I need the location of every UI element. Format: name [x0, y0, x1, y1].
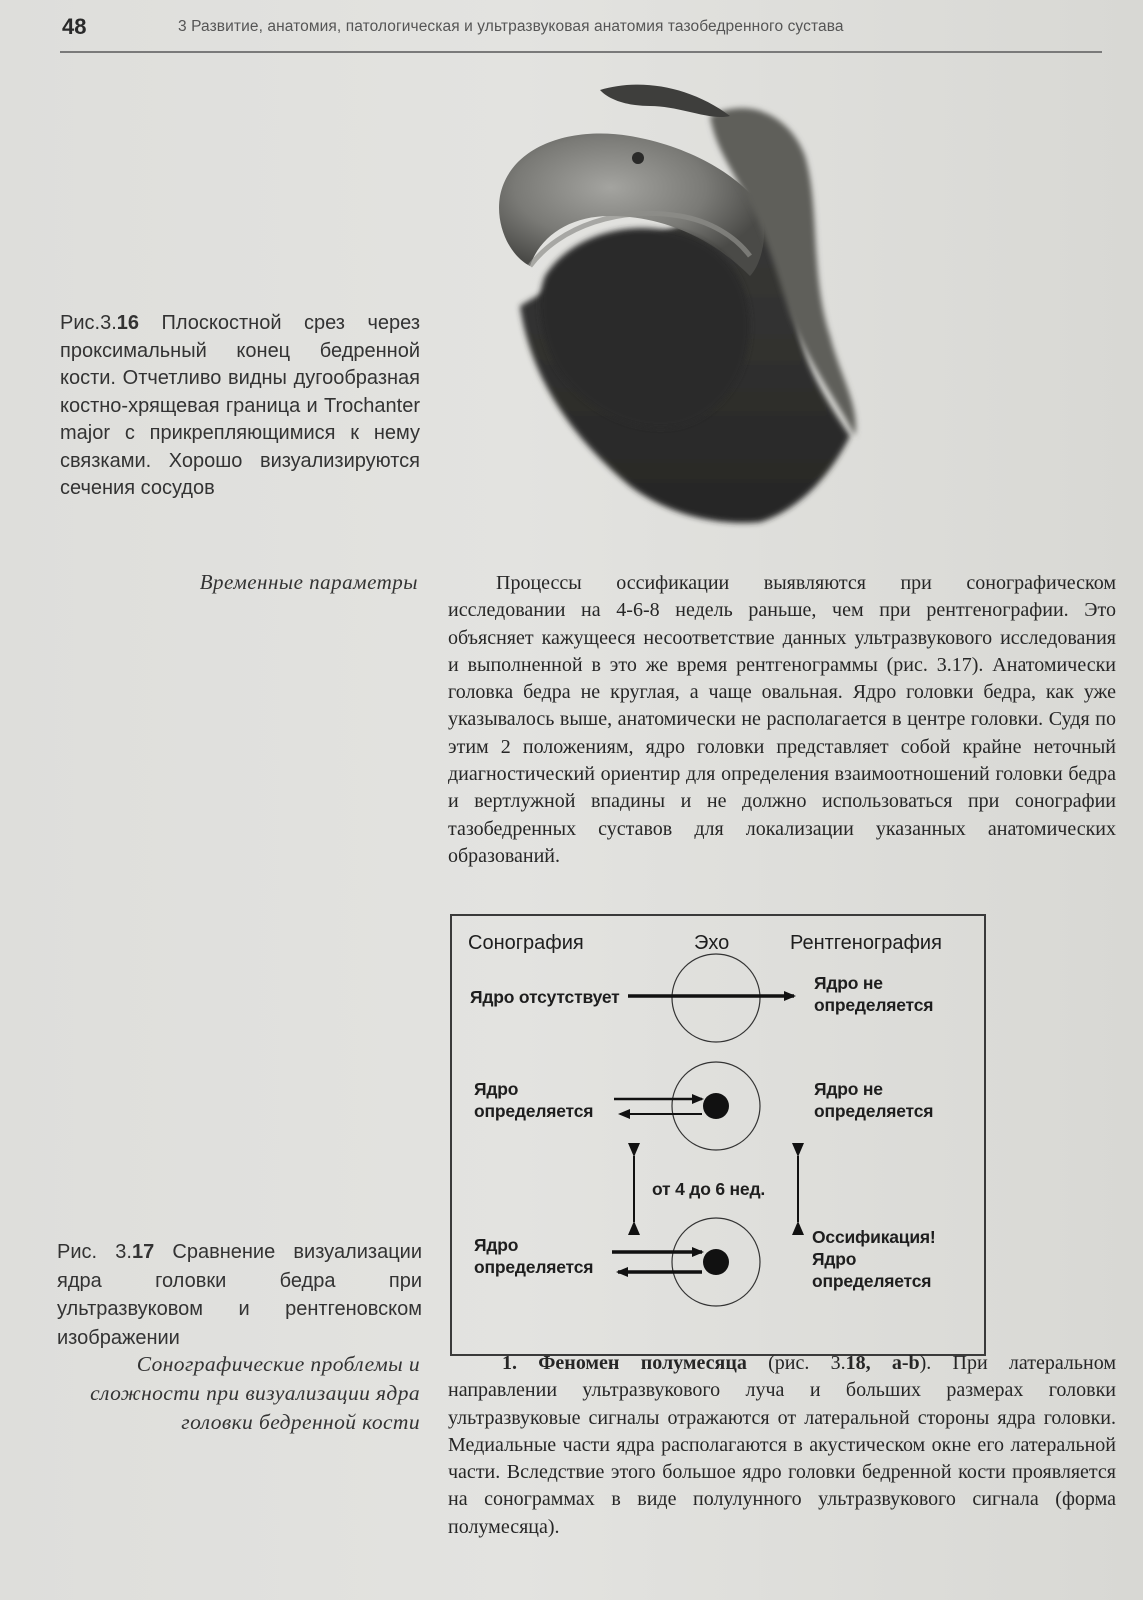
caption-text: Сравнение визуализации ядра головки бедра при ультразвуковом и рентгеновском изображении: [57, 1241, 422, 1349]
interval-label: от 4 до 6 нед.: [652, 1179, 766, 1199]
row1-right-line1: Ядро не: [814, 973, 883, 993]
figure-reference: (рис. 3.: [746, 1352, 846, 1374]
body-paragraph-1: Процессы оссификации выявляются при сонографическом исследовании на 4-6-8 недель раньше, чем при рентгенографии. Это объясняет кажущееся несоответствие данных ультразвукового исследования и выполненной в это же время рентгенограммы (рис. 3.17). Анатомически головка бедра не круглая, а чаще овальная. Ядро головки бедра, как уже указывалось выше, анатомически не располагается в центре головки. Судя по этим 2 положениям, ядро головки представляет собой крайне неточный диагностический ориентир для определения взаимоотношений головки бедра и вертлужной впадины и не должно использоваться при сонографии тазобедренных суставов для локализации указанных анатомических образований.: [448, 572, 1116, 867]
figure-3-17-diagram: [450, 914, 986, 1356]
row2-right-line1: Ядро не: [814, 1079, 883, 1099]
crescent-phenomenon-heading: 1. Феномен полумесяца: [502, 1352, 747, 1374]
row1-right-line2: определяется: [814, 995, 934, 1015]
page-number: 48: [62, 14, 87, 39]
vessel-section: [632, 152, 644, 164]
femur-section-photo: [460, 76, 880, 536]
caption-prefix: Рис. 3.: [57, 1241, 132, 1263]
row3-right-label: [812, 1226, 936, 1292]
row1-right-label: [814, 972, 933, 1016]
figure-3-17-caption: [57, 1238, 422, 1352]
running-title: 3 Развитие, анатомия, патологическая и ультразвуковая анатомия тазобедренного сустава: [178, 18, 844, 35]
row3-left-line1: Ядро: [474, 1235, 519, 1255]
row2-right-label: [814, 1078, 933, 1122]
row1-left-label: Ядро отсутствует: [470, 987, 620, 1007]
row3-left-label: [474, 1234, 593, 1278]
figure-3-16-caption: [60, 310, 420, 503]
figure-reference-bold: 18, a-b: [845, 1352, 920, 1374]
row2-left-line1: Ядро: [474, 1079, 519, 1099]
row2-left-label: [474, 1078, 593, 1122]
column-header-echo: Эхо: [694, 932, 730, 954]
caption-number: 16: [116, 312, 139, 334]
caption-number: 17: [131, 1241, 155, 1263]
row2-left-line2: определяется: [474, 1101, 594, 1121]
nucleus-dot-row2: [703, 1093, 729, 1119]
row3-left-line2: определяется: [474, 1257, 594, 1277]
echo-circle-row1: [672, 954, 760, 1042]
margin-note-time-params: Временные параметры: [199, 570, 418, 594]
ligament-shreds: [600, 85, 730, 117]
header-rule: [60, 51, 1102, 53]
row2-right-line2: определяется: [814, 1101, 934, 1121]
row3-right-line1: Оссификация!: [812, 1227, 936, 1247]
nucleus-dot-row3: [703, 1249, 729, 1275]
caption-text: Плоскостной срез через проксимальный конец бедренной кости. Отчетливо видны дугообразная костно-хрящевая граница и Trochanter major с прикрепляющимися к нему связками. Хорошо визуализируются сечения сосудов: [60, 312, 420, 499]
page-header: [62, 8, 1102, 48]
caption-prefix: Рис.3.: [60, 312, 117, 334]
row3-right-line2: Ядро: [812, 1249, 857, 1269]
row3-right-line3: определяется: [812, 1271, 932, 1291]
column-header-xray: Рентгенография: [790, 932, 942, 954]
paragraph-2-text: ). При латеральном направлении ультразвукового луча и больших размерах головки ультразвуковые сигналы отражаются от латеральной стороны ядра головки. Медиальные части ядра располагаются в акустическом окне его латеральной части. Вследствие этого большое ядро головки бедренной кости проявляется на сонограммах в виде полулунного ультразвукового сигнала (форма полумесяца).: [448, 1352, 1116, 1538]
body-paragraph-2: [448, 1350, 1116, 1541]
column-header-sonography: Сонография: [468, 932, 584, 954]
margin-note-sonographic-problems: Сонографические проблемы и сложности при визуализации ядра головки бедренной кости: [90, 1352, 420, 1434]
